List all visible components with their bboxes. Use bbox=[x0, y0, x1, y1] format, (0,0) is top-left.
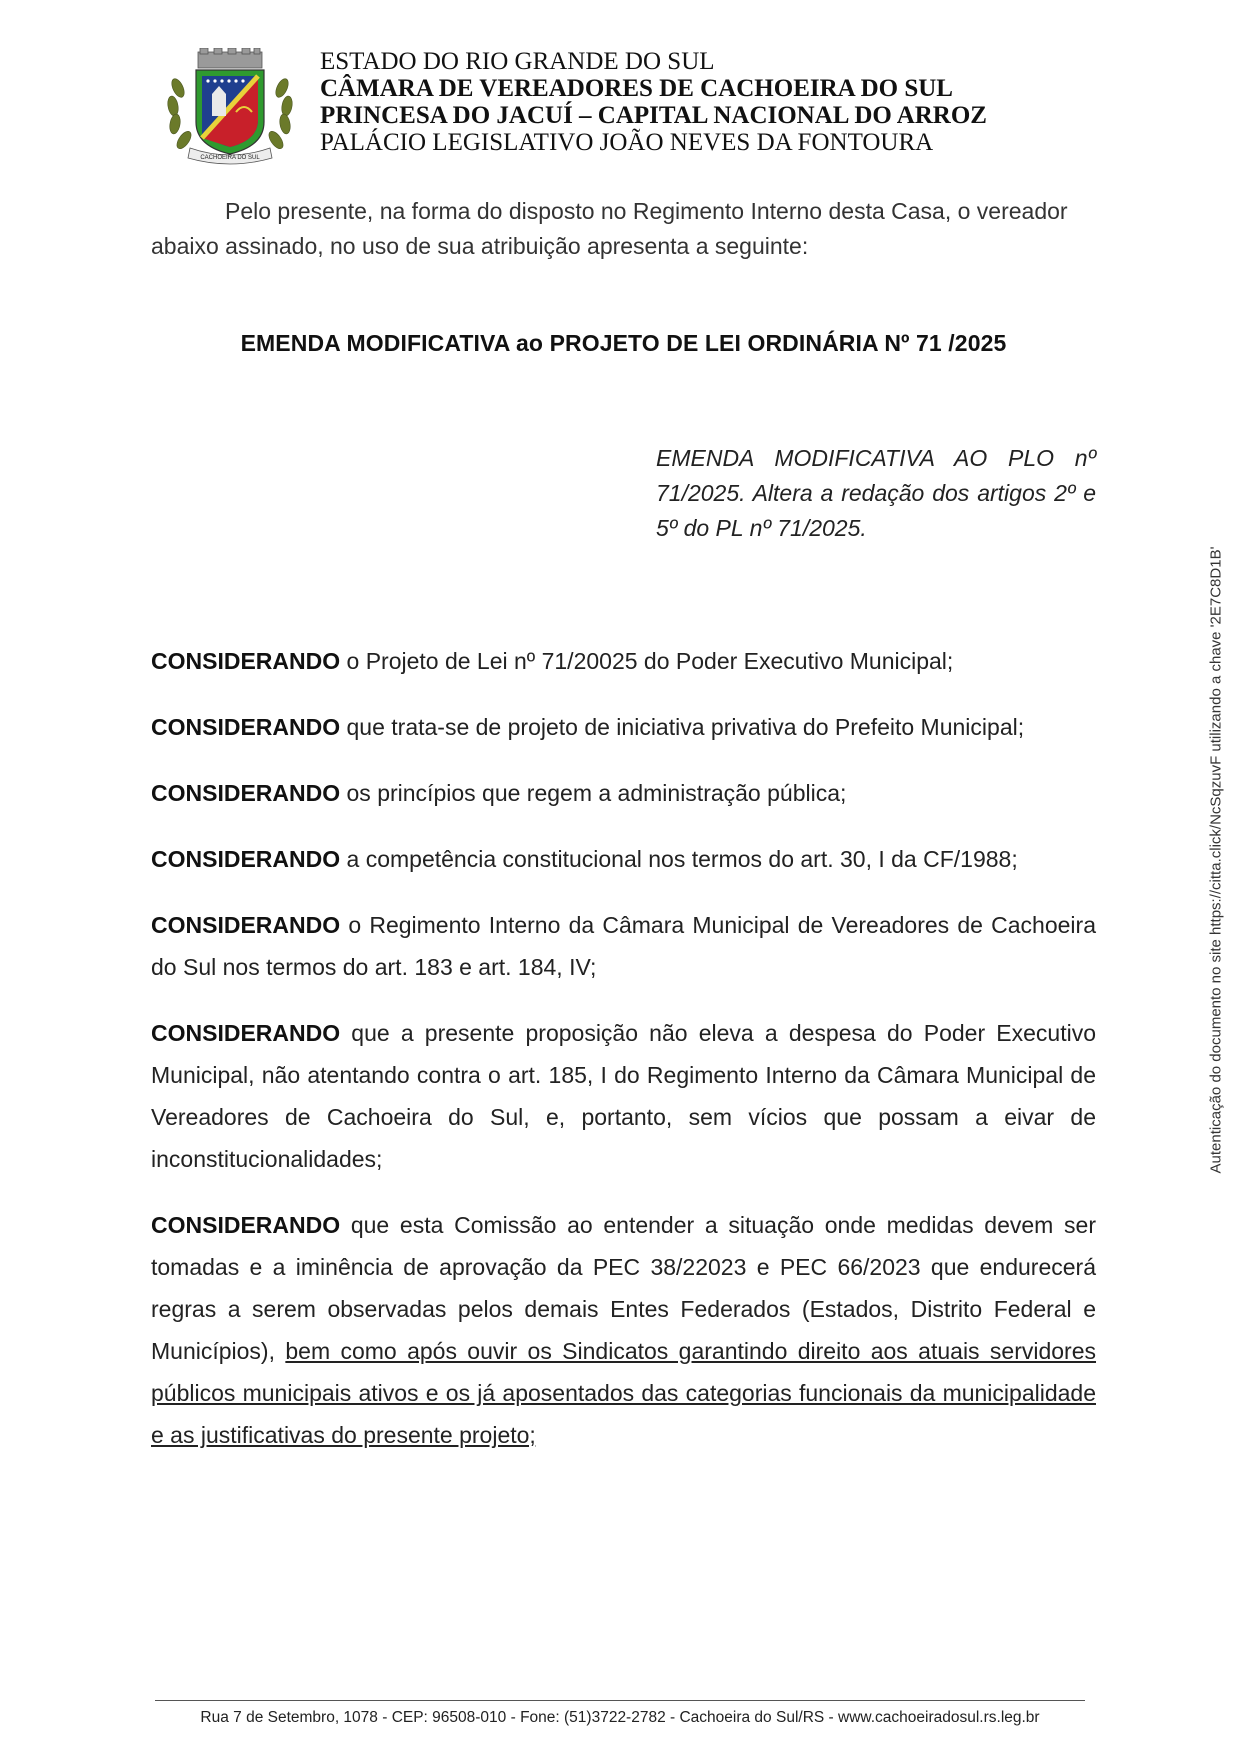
letterhead-motto: PRINCESA DO JACUÍ – CAPITAL NACIONAL DO ARROZ bbox=[320, 102, 987, 129]
ementa: EMENDA MODIFICATIVA AO PLO nº 71/2025. Altera a redação dos artigos 2º e 5º do PL nº 71/2025. bbox=[656, 445, 1096, 541]
considerando-6: CONSIDERANDO que a presente proposição não eleva a despesa do Poder Executivo Municipal, não atentando contra o art. 185, I do Regimento Interno da Câmara Municipal de Vereadores de Cachoeira do Sul, e, portanto, sem vícios que possam a eivar de inconstitucionalidades; bbox=[151, 1020, 1096, 1172]
considerando-3: CONSIDERANDO os princípios que regem a administração pública; bbox=[151, 780, 847, 806]
letterhead-palace: PALÁCIO LEGISLATIVO JOÃO NEVES DA FONTOURA bbox=[320, 129, 934, 156]
considerando-4: CONSIDERANDO a competência constitucional nos termos do art. 30, I da CF/1988; bbox=[151, 846, 1018, 872]
considerando-1: CONSIDERANDO o Projeto de Lei nº 71/20025 do Poder Executivo Municipal; bbox=[151, 648, 954, 674]
considerando-7: CONSIDERANDO que esta Comissão ao entender a situação onde medidas devem ser tomadas e a iminência de aprovação da PEC 38/22023 e PEC 66/2023 que endurecerá regras a serem observadas pelos demais Entes Federados (Estados, Distrito Federal e Municípios), bem como após ouvir os Sindicatos garantindo direito aos atuais servidores públicos municipais ativos e os já aposentados das categorias funcionais da municipalidade e as justificativas do presente projeto; bbox=[151, 1212, 1097, 1448]
letterhead-state: ESTADO DO RIO GRANDE DO SUL bbox=[320, 48, 715, 75]
footer-divider bbox=[155, 1700, 1085, 1701]
amendment-title: EMENDA MODIFICATIVA ao PROJETO DE LEI ORDINÁRIA Nº 71 /2025 bbox=[240, 330, 1007, 356]
authentication-note: Autenticação do documento no site https://citta.click/NcSqzuvF utilizando a chave '2E7C8D1B' bbox=[1207, 546, 1225, 1174]
municipal-crest-logo bbox=[160, 48, 300, 166]
considerandos-list bbox=[151, 640, 1096, 1456]
crest-banner-text: CACHOEIRA DO SUL bbox=[200, 155, 260, 161]
letterhead-chamber: CÂMARA DE VEREADORES DE CACHOEIRA DO SUL bbox=[320, 75, 953, 102]
underlined-passage: bem como após ouvir os Sindicatos garantindo direito aos atuais servidores públicos municipais ativos e os já aposentados das categorias funcionais da municipalidade e as justificativas do presente projeto; bbox=[151, 1338, 1097, 1448]
considerando-5: CONSIDERANDO o Regimento Interno da Câmara Municipal de Vereadores de Cachoeira do Sul nos termos do art. 183 e art. 184, IV; bbox=[151, 912, 1096, 980]
intro-paragraph bbox=[151, 194, 1096, 264]
intro-text: Pelo presente, na forma do disposto no Regimento Interno desta Casa, o vereador abaixo assinado, no uso de sua atribuição apresenta a seguinte: bbox=[151, 198, 1068, 259]
footer-address: Rua 7 de Setembro, 1078 - CEP: 96508-010 - Fone: (51)3722-2782 - Cachoeira do Sul/RS - www.cachoeiradosul.rs.leg.br bbox=[200, 1709, 1040, 1726]
considerando-2: CONSIDERANDO que trata-se de projeto de iniciativa privativa do Prefeito Municipal; bbox=[151, 714, 1025, 740]
letterhead bbox=[320, 48, 987, 156]
